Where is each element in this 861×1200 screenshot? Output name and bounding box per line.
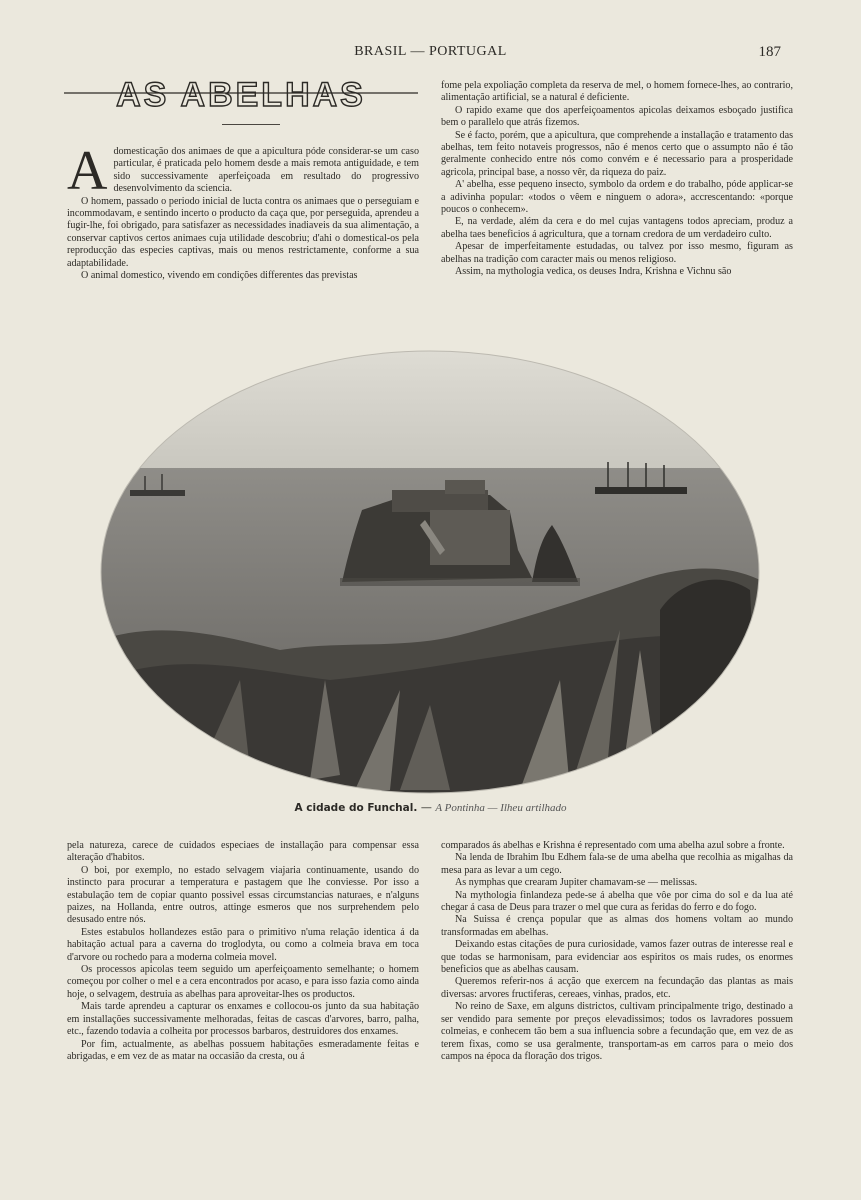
paragraph: A' abelha, esse pequeno insecto, symbolo da ordem e do trabalho, póde applicar-se a adivinha popular: «todos o vêem e ninguem o adora», accrescentando: «porque poucos o conhecem».: [441, 179, 793, 216]
photo-funchal: [100, 350, 760, 794]
paragraph: domesticação dos animaes de que a apicultura póde considerar-se um caso particular, é praticada pelo homem desde a mais remota antiguidade, e tem sido successivamente aperfeiçoada em resultado do progressivo desenvolvimento da sciencia.: [113, 146, 419, 195]
caption-separator: —: [417, 801, 436, 814]
paragraph: Na lenda de Ibrahim Ibu Edhem fala-se de uma abelha que recolhia as migalhas da mesa para as levar a um cego.: [441, 852, 793, 876]
paragraph: No reino de Saxe, em alguns districtos, cultivam principalmente trigo, destinado a ser vendido para semente por preços elevadissimos; todos os lavradores possuem colmeias, e conhecem tão bem a sua influencia sobre a fecundação que, em vez de as terem fixas, como se usa geralmente, transportam-as em carros para o meio dos campos na época da floração dos trigos.: [441, 1001, 793, 1062]
headline-graphic: [64, 74, 418, 114]
paragraph: Mais tarde aprendeu a capturar os enxames e collocou-os junto da sua habitação em installações successivamente melhoradas, feitas de cascas d'arvores, barro, palha, etc., fazendo todavia a colheita por processos barbaros, destruidores dos enxames.: [67, 1001, 419, 1038]
headline-divider: [222, 124, 280, 125]
paragraph: O animal domestico, vivendo em condições differentes das previstas: [81, 270, 358, 282]
paragraph: Na Suissa é crença popular que as almas dos homens voltam ao mundo transformadas em abelhas.: [441, 914, 793, 938]
oval-photograph: [100, 350, 760, 794]
paragraph: O homem, passado o periodo inicial de lucta contra os animaes que o perseguiam e incommodavam, e sentindo incerto o producto da caça que, por perseguida, aprendeu a fugir-lhe, foi obrigado, para satisfazer as necessidades inadiaveis da sua alimentação, a conservar captivos certos animaes cuja utilidade descobriu; d'ahi o domestical-os pela reproducção das especies captivas, mais ou menos restrictamente, conforme a sua adaptabilidade.: [67, 195, 419, 269]
headline-text: AS ABELHAS: [116, 76, 366, 114]
paragraph: comparados ás abelhas e Krishna é representado com uma abelha azul sobre a fronte.: [441, 840, 785, 851]
running-header: [0, 44, 861, 64]
article-headline: [64, 74, 418, 114]
caption-subtitle: A Pontinha — Ilheu artilhado: [435, 802, 567, 814]
paragraph: Deixando estas citações de pura curiosidade, vamos fazer outras de interesse real e que todas se harmonisam, para evidenciar aos espiritos os mais rudes, os enormes beneficios que as abelhas causam.: [441, 939, 793, 976]
paragraph: pela natureza, carece de cuidados especiaes de installação para compensar essa alteração d'habitos.: [67, 840, 419, 864]
drop-cap: A: [67, 140, 108, 202]
sky: [100, 350, 760, 470]
caption-title: A cidade do Funchal.: [294, 802, 418, 814]
column-top-right: [441, 80, 793, 279]
paragraph: Queremos referir-nos á acção que exercem na fecundação das plantas as mais diversas: arvores fructiferas, cereaes, vinhas, prados, etc.: [441, 976, 793, 1000]
paragraph: O boi, por exemplo, no estado selvagem viajaria continuamente, usando do instincto para procurar a temperatura e pastagem que lhe conviesse. Por isso a estabulação tem de copiar quanto possivel essas circumstancias naturaes, e n'alguns paizes, na Hollanda, entre outros, attinge esmeros que nos surprehendem pelo desusado entre nós.: [67, 864, 419, 926]
paragraph: Os processos apicolas teem seguido um aperfeiçoamento semelhante; o homem começou por colher o mel e a cera encontrados por acaso, e para isso fazia como ainda hoje, o selvagem, destruia as abelhas para aproveitar-lhes os productos.: [67, 964, 419, 1000]
photo-caption: [0, 801, 861, 814]
paragraph: Se é facto, porém, que a apicultura, que comprehende a installação e tratamento das abelhas, tem feito notaveis progressos, não é menos certo que o assumpto não é tão geralmente conhecido entre nós como convém e é necessario para a prosperidade agricola, principal base, a nosso vêr, da riqueza do paiz.: [441, 129, 793, 178]
paragraph: Assim, na mythologia vedica, os deuses Indra, Krishna e Vichnu são: [455, 266, 732, 278]
paragraph: Na mythologia finlandeza pede-se á abelha que vôe por cima do sol e da lua até chegar á casa de Deus para trazer o mel que cura as feridas do ferro e do fogo.: [441, 889, 793, 914]
page-number: 187: [758, 44, 781, 60]
column-top-left: [67, 140, 419, 282]
column-bottom-left: [67, 840, 419, 1063]
paragraph: Estes estabulos hollandezes estão para o primitivo n'uma relação identica á da habitação actual para a caverna do troglodyta, ou como a colmeia brava em toca d'arvore ou rochedo para a moderna colmeia movel.: [67, 926, 419, 963]
paragraph: E, na verdade, além da cera e do mel cujas vantagens todos apreciam, produz a abelha taes beneficios á agricultura, que a tornam credora de um verdadeiro culto.: [441, 216, 793, 240]
paragraph: Por fim, actualmente, as abelhas possuem habitações esmeradamente feitas e abrigadas, e em vez de as matar na occasião da cresta, ou á: [67, 1038, 419, 1062]
publication-title: BRASIL — PORTUGAL: [354, 44, 507, 59]
paragraph: fome pela expoliação completa da reserva de mel, o homem fornece-lhes, ao contrario, alimentação artificial, se a natural é deficiente.: [441, 80, 793, 104]
paragraph: As nymphas que crearam Jupiter chamavam-se — melissas.: [455, 877, 698, 889]
paragraph: O rapido exame que dos aperfeiçoamentos apicolas deixamos esboçado justifica bem o parallelo que atrás fizemos.: [441, 104, 793, 129]
column-bottom-right: [441, 840, 793, 1063]
paragraph: Apesar de imperfeitamente estudadas, ou talvez por isso mesmo, figuram as abelhas na tradição com caracter mais ou menos religioso.: [441, 241, 793, 265]
